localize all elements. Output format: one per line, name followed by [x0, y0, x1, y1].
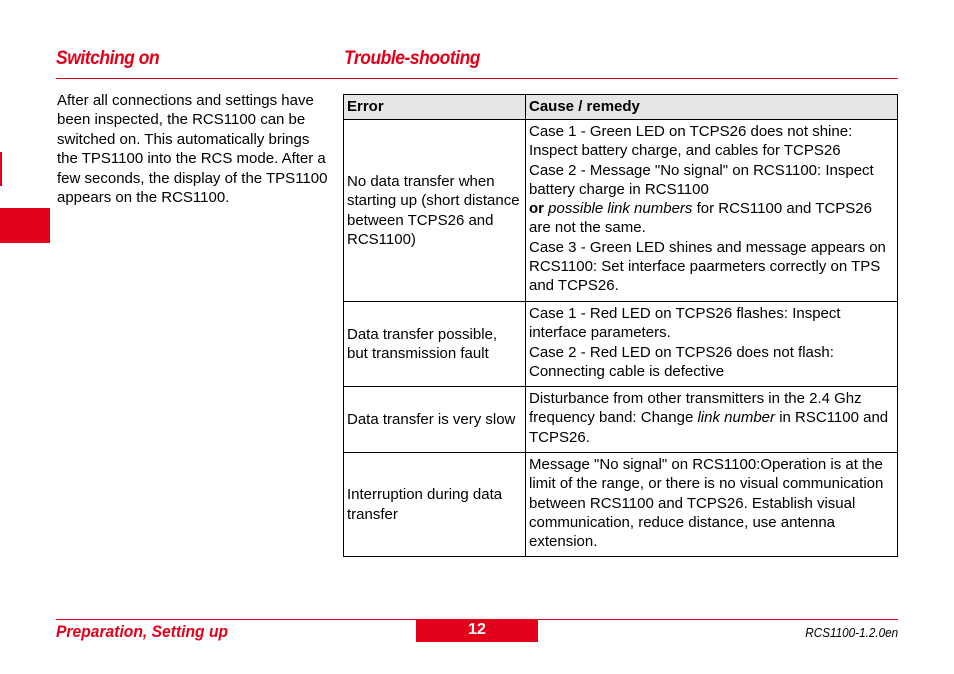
cause-case-3: Case 3 - Green LED shines and message appears on RCS1100: Set interface paarmeters correctly on TPS and TCPS26. — [529, 238, 886, 295]
footer-document-id: RCS1100-1.2.0en — [805, 625, 898, 640]
cause-case-1: Case 1 - Red LED on TCPS26 flashes: Inspect interface parameters. — [529, 305, 841, 342]
cause-text-rest: in RSC1100 and TCPS26. — [529, 409, 889, 446]
column-header-cause: Cause / remedy — [526, 95, 898, 120]
cause-cell: Message "No signal" on RCS1100:Operation is at the limit of the range, or there is no visual communication between RCS1100 and TCPS26. Establish visual communication, reduce distance, use antenna extension. — [526, 453, 898, 557]
column-header-error: Error — [344, 95, 526, 120]
emphasis-link-number: link number — [697, 409, 776, 427]
page-number: 12 — [416, 620, 538, 642]
margin-marker-thin — [0, 152, 2, 186]
table-row — [344, 302, 898, 387]
cause-case-1: Case 1 - Green LED on TCPS26 does not shine: Inspect battery charge, and cables for TCPS26 — [529, 123, 853, 160]
cause-case-2-rest: for RCS1100 and TCPS26 are not the same. — [529, 200, 872, 237]
margin-marker-tab — [0, 208, 50, 243]
section-heading-switching-on: Switching on — [56, 48, 160, 69]
intro-paragraph: After all connections and settings have been inspected, the RCS1100 can be switched on. This automatically brings the TPS1100 into the RCS mode. After a few seconds, the display of the TPS1100 appears on the RCS1100. — [57, 92, 328, 207]
top-rule — [56, 78, 898, 79]
cause-text: Disturbance from other transmitters in the 2.4 Ghz frequency band: Change — [529, 390, 862, 427]
footer-section-title: Preparation, Setting up — [56, 622, 229, 641]
emphasis-link-numbers: possible link numbers — [548, 200, 693, 218]
cause-cell — [526, 120, 898, 302]
table-header-row — [344, 95, 898, 120]
error-cell: Data transfer is very slow — [344, 387, 526, 453]
cause-cell — [526, 302, 898, 387]
error-cell: No data transfer when starting up (short distance between TCPS26 and RCS1100) — [344, 120, 526, 302]
cause-case-2: Case 2 - Red LED on TCPS26 does not flash: Connecting cable is defective — [529, 343, 834, 380]
troubleshooting-table — [343, 94, 898, 557]
table-row — [344, 120, 898, 302]
error-cell: Interruption during data transfer — [344, 453, 526, 557]
error-cell: Data transfer possible, but transmission fault — [344, 302, 526, 387]
cause-case-2-continued — [529, 199, 894, 238]
table-row — [344, 453, 898, 557]
cause-case-2: Case 2 - Message "No signal" on RCS1100: Inspect battery charge in RCS1100 — [529, 161, 874, 198]
section-heading-trouble-shooting: Trouble-shooting — [344, 48, 481, 69]
cause-cell — [526, 387, 898, 453]
emphasis-or: or — [529, 200, 544, 218]
table-row — [344, 387, 898, 453]
